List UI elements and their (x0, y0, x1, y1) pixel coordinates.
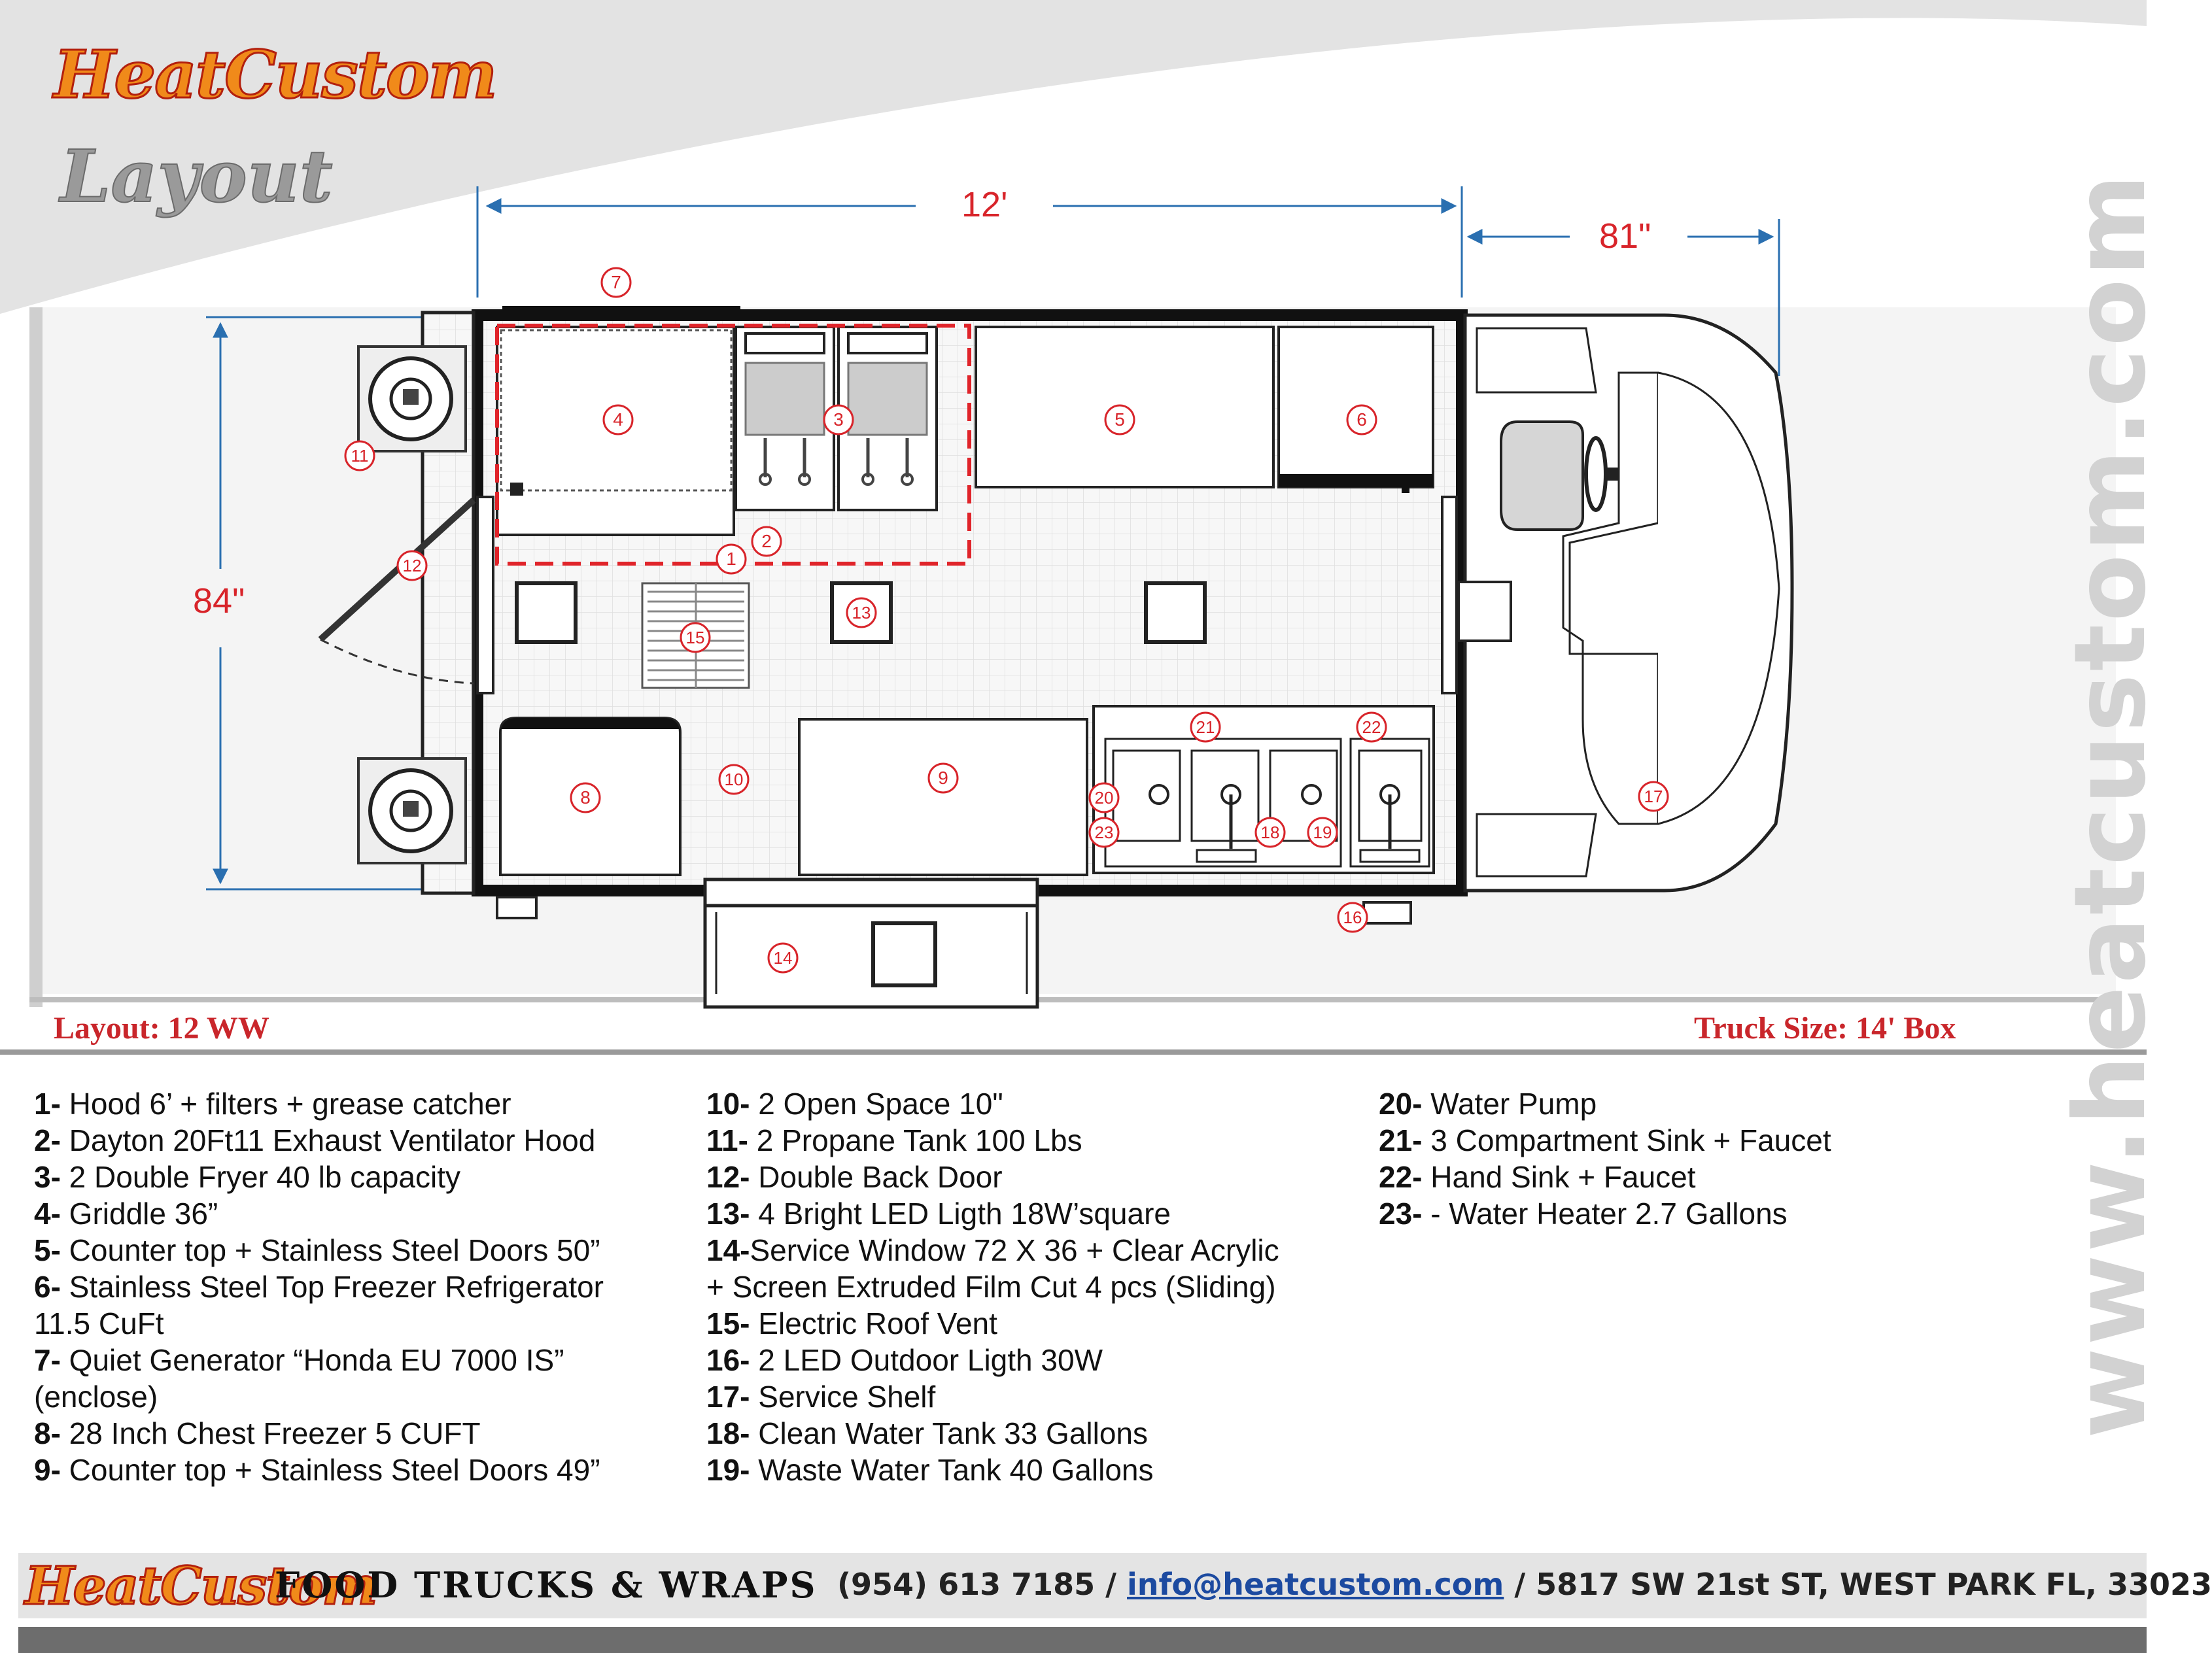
legend-number: 19- (706, 1453, 750, 1487)
marker-label: 4 (613, 409, 623, 430)
truck-size-label: Truck Size: 14' Box (1694, 1011, 1956, 1046)
legend-number: 16- (706, 1343, 750, 1377)
legend-item (34, 1085, 604, 1122)
brand-logo: HeatCustom (54, 36, 496, 113)
legend-number: 14- (706, 1233, 750, 1267)
legend-text: 11.5 CuFt (34, 1306, 164, 1340)
marker-22 (1357, 713, 1386, 741)
legend-text: - Water Heater 2.7 Gallons (1422, 1197, 1788, 1231)
legend-item (34, 1159, 604, 1195)
marker-label: 2 (761, 531, 772, 551)
marker-label: 3 (833, 409, 844, 430)
marker-20 (1090, 783, 1118, 812)
marker-label: 16 (1343, 908, 1362, 927)
legend-item (1379, 1085, 1831, 1122)
legend-text: 2 Propane Tank 100 Lbs (748, 1123, 1082, 1157)
marker-1 (717, 545, 746, 573)
marker-5 (1105, 405, 1134, 434)
legend-text: Hand Sink + Faucet (1422, 1160, 1696, 1194)
footer-address: 5817 SW 21st ST, WEST PARK FL, 33023 (1536, 1567, 2212, 1602)
legend-number: 23- (1379, 1197, 1423, 1231)
legend-number: 8- (34, 1416, 61, 1450)
legend-number: 13- (706, 1197, 750, 1231)
marker-label: 5 (1115, 409, 1125, 430)
legend-number: 5- (34, 1233, 61, 1267)
legend-item (34, 1305, 604, 1342)
legend-item (34, 1452, 604, 1488)
legend-item (34, 1378, 604, 1415)
legend-text: Service Shelf (750, 1380, 936, 1414)
legend-item (706, 1452, 1279, 1488)
legend-item (706, 1342, 1279, 1378)
legend-text: Service Window 72 X 36 + Clear Acrylic (750, 1233, 1279, 1267)
legend-number: 17- (706, 1380, 750, 1414)
marker-19 (1308, 818, 1337, 847)
legend-item (706, 1159, 1279, 1195)
legend-text: Quiet Generator “Honda EU 7000 IS” (60, 1343, 564, 1377)
marker-label: 18 (1260, 823, 1280, 842)
legend-text: Stainless Steel Top Freezer Refrigerator (60, 1270, 604, 1304)
marker-label: 19 (1313, 823, 1332, 842)
legend-item (706, 1378, 1279, 1415)
marker-16 (1338, 903, 1367, 932)
legend-text: Waste Water Tank 40 Gallons (750, 1453, 1154, 1487)
marker-label: 9 (938, 768, 948, 788)
legend-number: 11- (706, 1123, 748, 1157)
legend-text: + Screen Extruded Film Cut 4 pcs (Sliding) (706, 1270, 1276, 1304)
marker-13 (847, 598, 876, 627)
footer-separator: / (1095, 1567, 1127, 1602)
bottom-strip (18, 1627, 2147, 1653)
legend-item (1379, 1159, 1831, 1195)
legend-column-3 (1379, 1085, 1831, 1232)
marker-label: 22 (1362, 717, 1381, 737)
legend-text: Counter top + Stainless Steel Doors 49” (60, 1453, 600, 1487)
footer-separator: / (1504, 1567, 1536, 1602)
marker-10 (719, 765, 748, 794)
marker-label: 21 (1196, 717, 1215, 737)
marker-label: 14 (773, 948, 793, 968)
legend-item (706, 1085, 1279, 1122)
footer-logo: HeatCustom (25, 1555, 377, 1616)
marker-label: 13 (852, 603, 871, 622)
truck-cab (1459, 315, 1792, 891)
legend-text: Griddle 36” (60, 1197, 218, 1231)
marker-23 (1090, 818, 1118, 847)
marker-14 (769, 944, 797, 972)
legend-column-1 (34, 1085, 604, 1488)
marker-15 (681, 623, 710, 652)
legend-text: Clean Water Tank 33 Gallons (750, 1416, 1149, 1450)
marker-label: 6 (1357, 409, 1367, 430)
legend-number: 18- (706, 1416, 750, 1450)
website-watermark: www.heatcustom.com (2054, 171, 2168, 1439)
legend-text: Hood 6’ + filters + grease catcher (60, 1087, 511, 1121)
legend-text: (enclose) (34, 1380, 158, 1414)
marker-label: 23 (1094, 823, 1114, 842)
marker-label: 11 (351, 446, 369, 466)
marker-11 (345, 441, 374, 470)
dimension-cab: 81" (1599, 216, 1651, 256)
legend-number: 2- (34, 1123, 61, 1157)
legend-item (34, 1415, 604, 1452)
marker-12 (398, 551, 426, 580)
propane-tank-top (358, 347, 466, 451)
legend-item (34, 1232, 604, 1269)
page-subtitle: Layout (60, 134, 333, 218)
marker-label: 1 (726, 549, 736, 569)
marker-3 (824, 405, 853, 434)
marker-18 (1256, 818, 1285, 847)
legend-text: Electric Roof Vent (750, 1306, 997, 1340)
legend-text: Dayton 20Ft11 Exhaust Ventilator Hood (60, 1123, 596, 1157)
legend-text: Double Back Door (750, 1160, 1003, 1194)
legend-column-2 (706, 1085, 1279, 1488)
marker-21 (1191, 713, 1220, 741)
service-window (705, 879, 1037, 1007)
legend-item (34, 1195, 604, 1232)
legend-number: 15- (706, 1306, 750, 1340)
legend-item (706, 1269, 1279, 1305)
marker-label: 20 (1094, 788, 1114, 808)
legend-number: 12- (706, 1160, 750, 1194)
legend-item (34, 1122, 604, 1159)
layout-label: Layout: 12 WW (54, 1011, 269, 1046)
legend-text: Water Pump (1422, 1087, 1597, 1121)
legend-number: 22- (1379, 1160, 1423, 1194)
legend-text: 2 Open Space 10" (750, 1087, 1003, 1121)
legend-number: 9- (34, 1453, 61, 1487)
marker-2 (752, 527, 781, 556)
marker-label: 17 (1644, 787, 1663, 806)
marker-9 (929, 764, 958, 792)
legend-number: 3- (34, 1160, 61, 1194)
legend-text: 28 Inch Chest Freezer 5 CUFT (60, 1416, 481, 1450)
footer-phone: (954) 613 7185 (837, 1567, 1096, 1602)
legend-item (706, 1232, 1279, 1269)
marker-6 (1347, 405, 1376, 434)
legend-text: 2 Double Fryer 40 lb capacity (60, 1160, 460, 1194)
legend-item (706, 1415, 1279, 1452)
legend-number: 6- (34, 1270, 61, 1304)
legend-text: 2 LED Outdoor Ligth 30W (750, 1343, 1103, 1377)
legend-number: 21- (1379, 1123, 1423, 1157)
marker-7 (602, 268, 631, 297)
dimension-length: 12' (961, 185, 1008, 224)
marker-4 (604, 405, 632, 434)
legend-item (706, 1122, 1279, 1159)
legend-number: 20- (1379, 1087, 1423, 1121)
marker-label: 12 (402, 556, 422, 575)
legend-text: 3 Compartment Sink + Faucet (1422, 1123, 1831, 1157)
propane-tank-bottom (358, 758, 466, 863)
legend-number: 10- (706, 1087, 750, 1121)
legend-number: 1- (34, 1087, 61, 1121)
legend-item (1379, 1122, 1831, 1159)
footer-tagline: FOOD TRUCKS & WRAPS (275, 1564, 818, 1606)
legend-item (34, 1269, 604, 1305)
marker-label: 10 (724, 770, 744, 789)
legend-item (706, 1195, 1279, 1232)
footer-contact (837, 1567, 2212, 1602)
marker-label: 7 (611, 272, 621, 292)
legend-number: 4- (34, 1197, 61, 1231)
marker-17 (1639, 782, 1668, 811)
marker-8 (571, 783, 600, 812)
footer-email-link[interactable]: info@heatcustom.com (1127, 1567, 1504, 1602)
marker-label: 15 (685, 628, 705, 647)
legend-item (34, 1342, 604, 1378)
legend-item (706, 1305, 1279, 1342)
legend-number: 7- (34, 1343, 61, 1377)
marker-label: 8 (580, 787, 591, 808)
dimension-width: 84" (193, 581, 245, 621)
legend-item (1379, 1195, 1831, 1232)
legend-text: 4 Bright LED Ligth 18W’square (750, 1197, 1171, 1231)
legend-text: Counter top + Stainless Steel Doors 50” (60, 1233, 600, 1267)
